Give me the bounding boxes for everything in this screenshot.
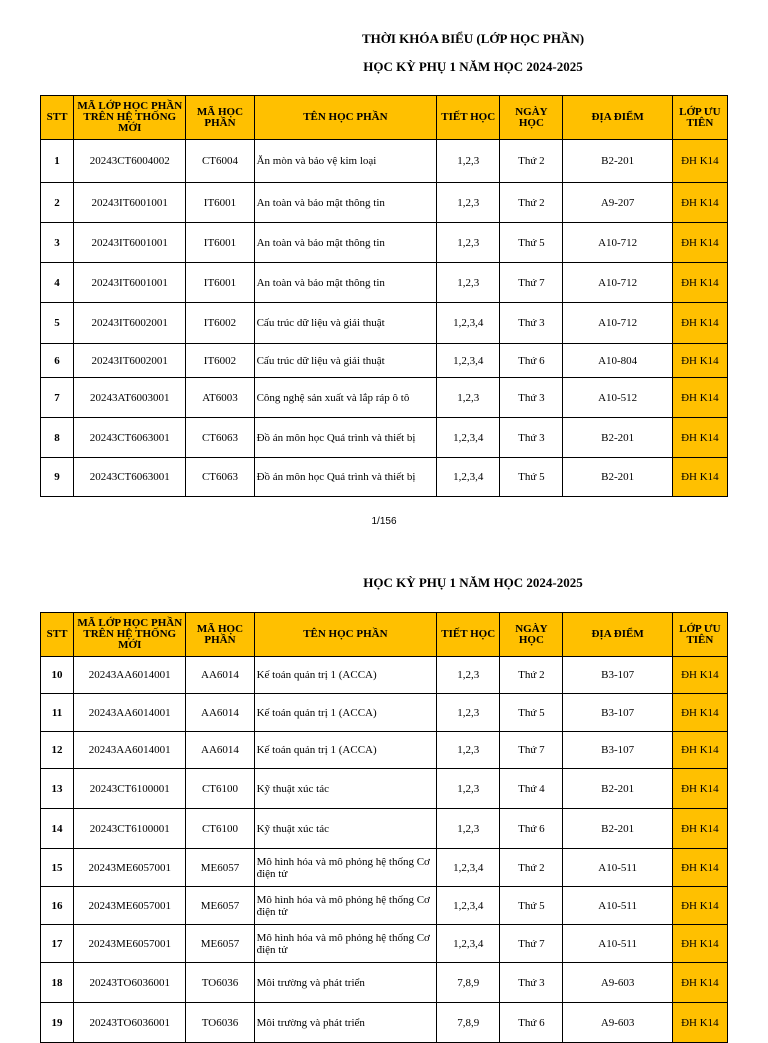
table-row xyxy=(41,887,728,925)
course-code-cell: CT6004 xyxy=(186,140,254,183)
table-row xyxy=(41,418,728,458)
header-location: ĐỊA ĐIỂM xyxy=(563,96,672,140)
table-row xyxy=(41,344,728,378)
table-row xyxy=(41,925,728,963)
header-day: NGÀY HỌC xyxy=(500,96,563,140)
class-code-cell: 20243AA6014001 xyxy=(74,657,186,694)
table-row xyxy=(41,378,728,418)
course-code-cell: IT6001 xyxy=(186,183,254,223)
priority-cell: ĐH K14 xyxy=(672,1003,727,1043)
header-day: NGÀY HỌC xyxy=(500,613,563,657)
day-cell: Thứ 3 xyxy=(500,303,563,344)
course-code-cell: AA6014 xyxy=(186,694,254,732)
table-row xyxy=(41,694,728,732)
stt-cell: 18 xyxy=(41,963,74,1003)
course-code-cell: TO6036 xyxy=(186,963,254,1003)
header-course-name: TÊN HỌC PHẦN xyxy=(254,613,437,657)
header-row xyxy=(41,613,728,657)
schedule-table xyxy=(40,612,728,1043)
course-code-cell: ME6057 xyxy=(186,887,254,925)
priority-cell: ĐH K14 xyxy=(672,694,727,732)
course-code-cell: CT6100 xyxy=(186,809,254,849)
stt-cell: 9 xyxy=(41,458,74,497)
location-cell: A10-712 xyxy=(563,223,672,263)
course-code-cell: AT6003 xyxy=(186,378,254,418)
header-course-code: MÃ HỌC PHẦN xyxy=(186,96,254,140)
course-name-cell: Kỹ thuật xúc tác xyxy=(254,809,437,849)
class-code-cell: 20243AA6014001 xyxy=(74,732,186,769)
class-code-cell: 20243ME6057001 xyxy=(74,849,186,887)
header-course-code: MÃ HỌC PHẦN xyxy=(186,613,254,657)
course-name-cell: Ăn mòn và bảo vệ kim loại xyxy=(254,140,437,183)
location-cell: A10-512 xyxy=(563,378,672,418)
course-code-cell: ME6057 xyxy=(186,925,254,963)
priority-cell: ĐH K14 xyxy=(672,925,727,963)
priority-cell: ĐH K14 xyxy=(672,809,727,849)
day-cell: Thứ 7 xyxy=(500,263,563,303)
location-cell: A10-511 xyxy=(563,887,672,925)
course-name-cell: Kế toán quản trị 1 (ACCA) xyxy=(254,657,437,694)
course-name-cell: An toàn và bảo mật thông tin xyxy=(254,263,437,303)
schedule-table xyxy=(40,95,728,497)
periods-cell: 1,2,3 xyxy=(437,223,500,263)
course-code-cell: CT6063 xyxy=(186,418,254,458)
periods-cell: 1,2,3 xyxy=(437,732,500,769)
day-cell: Thứ 5 xyxy=(500,694,563,732)
day-cell: Thứ 5 xyxy=(500,887,563,925)
course-name-cell: Kỹ thuật xúc tác xyxy=(254,769,437,809)
course-name-cell: Môi trường và phát triển xyxy=(254,1003,437,1043)
day-cell: Thứ 2 xyxy=(500,183,563,223)
location-cell: A9-603 xyxy=(563,1003,672,1043)
course-name-cell: Cấu trúc dữ liệu và giải thuật xyxy=(254,303,437,344)
header-course-name: TÊN HỌC PHẦN xyxy=(254,96,437,140)
course-code-cell: IT6002 xyxy=(186,344,254,378)
priority-cell: ĐH K14 xyxy=(672,963,727,1003)
class-code-cell: 20243CT6100001 xyxy=(74,809,186,849)
course-name-cell: Kế toán quản trị 1 (ACCA) xyxy=(254,694,437,732)
stt-cell: 14 xyxy=(41,809,74,849)
priority-cell: ĐH K14 xyxy=(672,263,727,303)
day-cell: Thứ 6 xyxy=(500,344,563,378)
day-cell: Thứ 5 xyxy=(500,458,563,497)
stt-cell: 16 xyxy=(41,887,74,925)
priority-cell: ĐH K14 xyxy=(672,223,727,263)
periods-cell: 7,8,9 xyxy=(437,963,500,1003)
periods-cell: 1,2,3 xyxy=(437,657,500,694)
class-code-cell: 20243AA6014001 xyxy=(74,694,186,732)
location-cell: B2-201 xyxy=(563,458,672,497)
day-cell: Thứ 4 xyxy=(500,769,563,809)
table-row xyxy=(41,963,728,1003)
header-class-code: MÃ LỚP HỌC PHẦN TRÊN HỆ THỐNG MỚI xyxy=(74,96,186,140)
class-code-cell: 20243ME6057001 xyxy=(74,887,186,925)
priority-cell: ĐH K14 xyxy=(672,458,727,497)
course-code-cell: IT6002 xyxy=(186,303,254,344)
header-row xyxy=(41,96,728,140)
course-code-cell: AA6014 xyxy=(186,732,254,769)
location-cell: A9-603 xyxy=(563,963,672,1003)
course-name-cell: Mô hình hóa và mô phỏng hệ thống Cơ điện tử xyxy=(254,925,437,963)
header-stt: STT xyxy=(41,613,74,657)
semester-subtitle: HỌC KỲ PHỤ 1 NĂM HỌC 2024-2025 xyxy=(363,59,583,74)
priority-cell: ĐH K14 xyxy=(672,732,727,769)
periods-cell: 1,2,3 xyxy=(437,183,500,223)
class-code-cell: 20243AT6003001 xyxy=(74,378,186,418)
semester-subtitle: HỌC KỲ PHỤ 1 NĂM HỌC 2024-2025 xyxy=(363,575,583,590)
location-cell: A10-511 xyxy=(563,925,672,963)
class-code-cell: 20243ME6057001 xyxy=(74,925,186,963)
day-cell: Thứ 6 xyxy=(500,1003,563,1043)
location-cell: B3-107 xyxy=(563,694,672,732)
header-location: ĐỊA ĐIỂM xyxy=(563,613,672,657)
course-code-cell: CT6063 xyxy=(186,458,254,497)
location-cell: B2-201 xyxy=(563,140,672,183)
day-cell: Thứ 7 xyxy=(500,925,563,963)
class-code-cell: 20243TO6036001 xyxy=(74,963,186,1003)
course-code-cell: AA6014 xyxy=(186,657,254,694)
location-cell: B2-201 xyxy=(563,769,672,809)
course-name-cell: Cấu trúc dữ liệu và giải thuật xyxy=(254,344,437,378)
table-row xyxy=(41,657,728,694)
stt-cell: 8 xyxy=(41,418,74,458)
day-cell: Thứ 6 xyxy=(500,809,563,849)
class-code-cell: 20243CT6063001 xyxy=(74,418,186,458)
course-code-cell: IT6001 xyxy=(186,263,254,303)
day-cell: Thứ 2 xyxy=(500,657,563,694)
course-code-cell: IT6001 xyxy=(186,223,254,263)
location-cell: B3-107 xyxy=(563,657,672,694)
periods-cell: 1,2,3,4 xyxy=(437,887,500,925)
stt-cell: 17 xyxy=(41,925,74,963)
stt-cell: 7 xyxy=(41,378,74,418)
class-code-cell: 20243CT6100001 xyxy=(74,769,186,809)
periods-cell: 1,2,3,4 xyxy=(437,344,500,378)
class-code-cell: 20243CT6004002 xyxy=(74,140,186,183)
stt-cell: 1 xyxy=(41,140,74,183)
day-cell: Thứ 2 xyxy=(500,849,563,887)
location-cell: B2-201 xyxy=(563,418,672,458)
table-row xyxy=(41,849,728,887)
location-cell: A10-804 xyxy=(563,344,672,378)
class-code-cell: 20243IT6002001 xyxy=(74,303,186,344)
course-name-cell: Môi trường và phát triển xyxy=(254,963,437,1003)
course-name-cell: An toàn và bảo mật thông tin xyxy=(254,183,437,223)
header-priority: LỚP ƯU TIÊN xyxy=(672,96,727,140)
periods-cell: 1,2,3,4 xyxy=(437,458,500,497)
table-row xyxy=(41,223,728,263)
location-cell: A10-712 xyxy=(563,263,672,303)
stt-cell: 12 xyxy=(41,732,74,769)
location-cell: A10-712 xyxy=(563,303,672,344)
stt-cell: 3 xyxy=(41,223,74,263)
class-code-cell: 20243IT6001001 xyxy=(74,223,186,263)
header-periods: TIẾT HỌC xyxy=(437,613,500,657)
course-name-cell: Mô hình hóa và mô phỏng hệ thống Cơ điện tử xyxy=(254,887,437,925)
table-row xyxy=(41,1003,728,1043)
stt-cell: 6 xyxy=(41,344,74,378)
location-cell: A10-511 xyxy=(563,849,672,887)
table-row xyxy=(41,263,728,303)
periods-cell: 1,2,3 xyxy=(437,809,500,849)
class-code-cell: 20243IT6001001 xyxy=(74,263,186,303)
class-code-cell: 20243IT6002001 xyxy=(74,344,186,378)
priority-cell: ĐH K14 xyxy=(672,183,727,223)
priority-cell: ĐH K14 xyxy=(672,140,727,183)
header-stt: STT xyxy=(41,96,74,140)
priority-cell: ĐH K14 xyxy=(672,849,727,887)
table-row xyxy=(41,458,728,497)
header-class-code: MÃ LỚP HỌC PHẦN TRÊN HỆ THỐNG MỚI xyxy=(74,613,186,657)
day-cell: Thứ 2 xyxy=(500,140,563,183)
header-priority: LỚP ƯU TIÊN xyxy=(672,613,727,657)
periods-cell: 1,2,3 xyxy=(437,694,500,732)
periods-cell: 1,2,3,4 xyxy=(437,925,500,963)
course-name-cell: An toàn và bảo mật thông tin xyxy=(254,223,437,263)
priority-cell: ĐH K14 xyxy=(672,769,727,809)
table-row xyxy=(41,769,728,809)
course-name-cell: Đồ án môn học Quá trình và thiết bị xyxy=(254,418,437,458)
table-row xyxy=(41,140,728,183)
stt-cell: 19 xyxy=(41,1003,74,1043)
periods-cell: 1,2,3 xyxy=(437,140,500,183)
stt-cell: 13 xyxy=(41,769,74,809)
table-row xyxy=(41,183,728,223)
priority-cell: ĐH K14 xyxy=(672,378,727,418)
day-cell: Thứ 5 xyxy=(500,223,563,263)
day-cell: Thứ 3 xyxy=(500,418,563,458)
day-cell: Thứ 3 xyxy=(500,963,563,1003)
stt-cell: 4 xyxy=(41,263,74,303)
class-code-cell: 20243CT6063001 xyxy=(74,458,186,497)
course-code-cell: CT6100 xyxy=(186,769,254,809)
periods-cell: 1,2,3 xyxy=(437,263,500,303)
priority-cell: ĐH K14 xyxy=(672,657,727,694)
stt-cell: 11 xyxy=(41,694,74,732)
stt-cell: 2 xyxy=(41,183,74,223)
course-code-cell: ME6057 xyxy=(186,849,254,887)
page-number: 1/156 xyxy=(371,516,397,527)
table-row xyxy=(41,303,728,344)
location-cell: B2-201 xyxy=(563,809,672,849)
stt-cell: 15 xyxy=(41,849,74,887)
periods-cell: 1,2,3,4 xyxy=(437,418,500,458)
course-name-cell: Đồ án môn học Quá trình và thiết bị xyxy=(254,458,437,497)
day-cell: Thứ 3 xyxy=(500,378,563,418)
priority-cell: ĐH K14 xyxy=(672,344,727,378)
class-code-cell: 20243TO6036001 xyxy=(74,1003,186,1043)
priority-cell: ĐH K14 xyxy=(672,303,727,344)
course-code-cell: TO6036 xyxy=(186,1003,254,1043)
priority-cell: ĐH K14 xyxy=(672,418,727,458)
periods-cell: 1,2,3 xyxy=(437,769,500,809)
course-name-cell: Công nghệ sản xuất và lắp ráp ô tô xyxy=(254,378,437,418)
priority-cell: ĐH K14 xyxy=(672,887,727,925)
class-code-cell: 20243IT6001001 xyxy=(74,183,186,223)
table-row xyxy=(41,809,728,849)
periods-cell: 7,8,9 xyxy=(437,1003,500,1043)
course-name-cell: Mô hình hóa và mô phỏng hệ thống Cơ điện tử xyxy=(254,849,437,887)
page-title: THỜI KHÓA BIỂU (LỚP HỌC PHẦN) xyxy=(361,31,585,46)
location-cell: A9-207 xyxy=(563,183,672,223)
header-periods: TIẾT HỌC xyxy=(437,96,500,140)
stt-cell: 5 xyxy=(41,303,74,344)
periods-cell: 1,2,3,4 xyxy=(437,849,500,887)
periods-cell: 1,2,3 xyxy=(437,378,500,418)
table-row xyxy=(41,732,728,769)
day-cell: Thứ 7 xyxy=(500,732,563,769)
course-name-cell: Kế toán quản trị 1 (ACCA) xyxy=(254,732,437,769)
periods-cell: 1,2,3,4 xyxy=(437,303,500,344)
stt-cell: 10 xyxy=(41,657,74,694)
location-cell: B3-107 xyxy=(563,732,672,769)
